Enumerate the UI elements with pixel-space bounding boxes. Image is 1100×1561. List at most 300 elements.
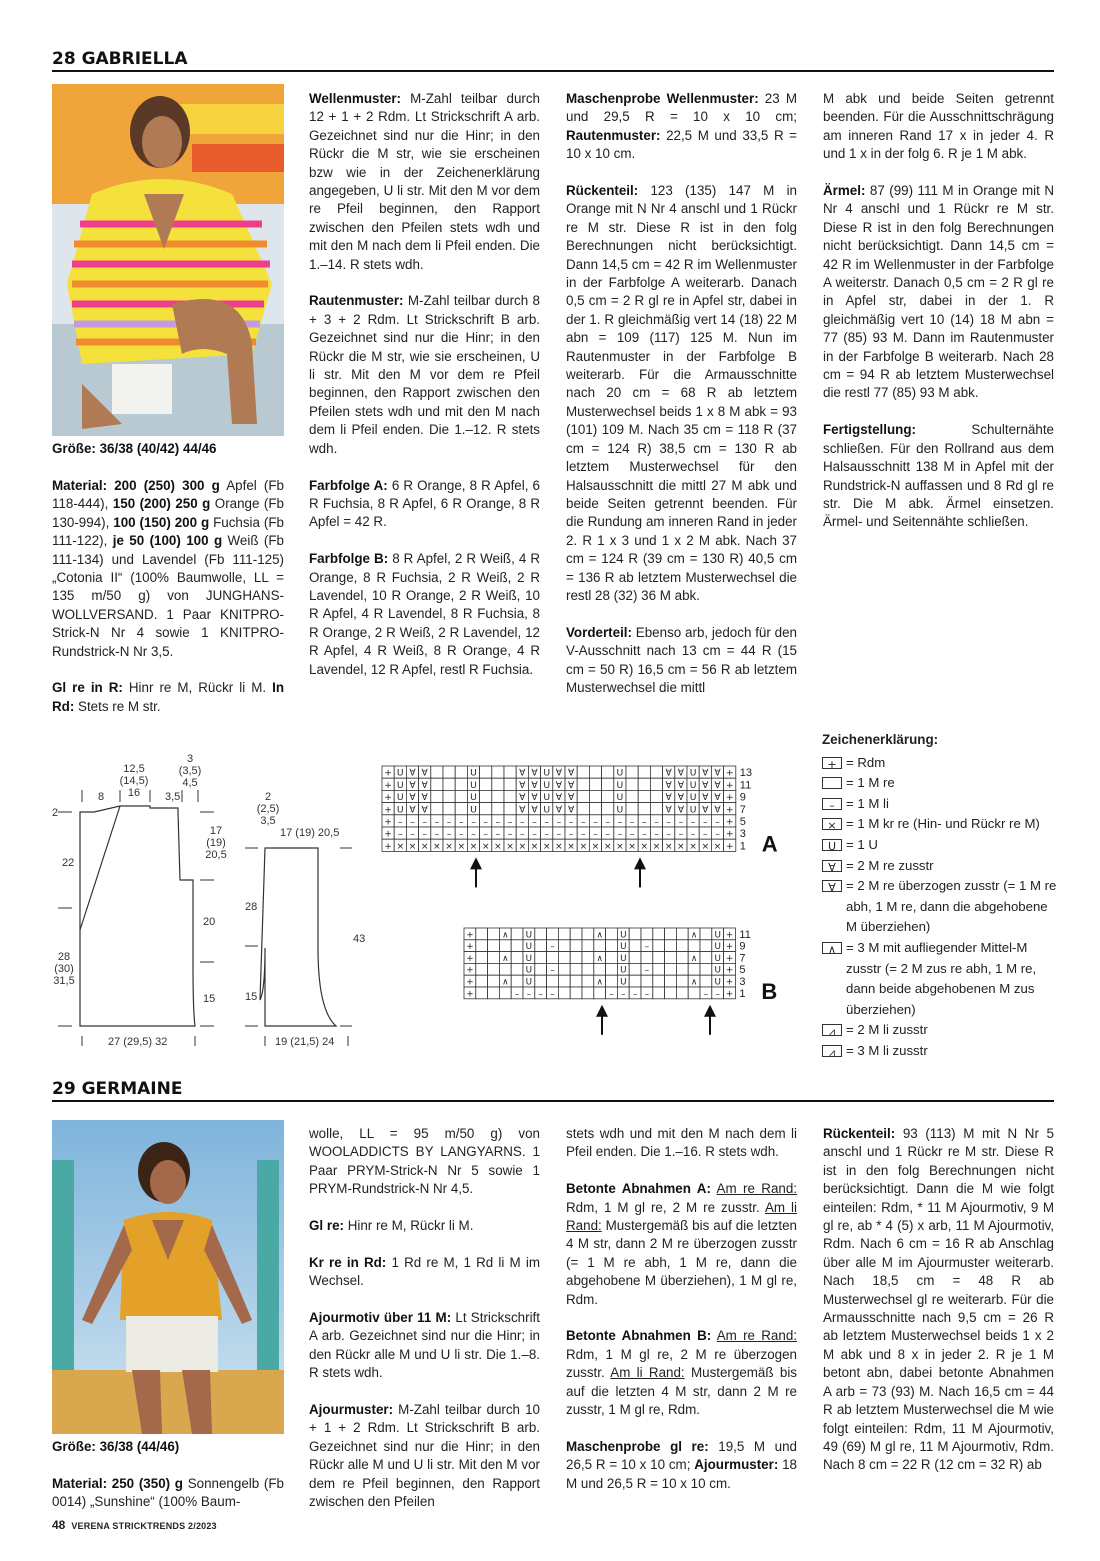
- chart-cell: [476, 940, 488, 952]
- chart-symbol: ∀: [421, 779, 428, 791]
- chart-symbol: U: [525, 977, 533, 988]
- legend-symbol-icon: +: [822, 757, 842, 769]
- body-text: Gl re: Hinr re M, Rückr li M.: [309, 1218, 474, 1234]
- model-photo-gabriella: [52, 84, 284, 436]
- chart-symbol: ∀: [531, 792, 538, 804]
- body-text: Ajourmuster:: [694, 1457, 779, 1473]
- chart-symbol: U: [620, 942, 627, 953]
- chart-symbol: –: [520, 828, 525, 840]
- chart-symbol: –: [690, 816, 696, 828]
- body-text: Ajourmuster:: [309, 1402, 394, 1418]
- chart-a: [378, 762, 808, 902]
- body-text: Farbfolge A:: [309, 477, 388, 493]
- chart-symbol: ∀: [665, 792, 672, 804]
- chart-symbol: +: [725, 804, 734, 816]
- chart-cell: [606, 952, 618, 964]
- chart-symbol: ×: [445, 840, 453, 852]
- legend-row: [822, 938, 1062, 1020]
- legend-text: = 1 M kr re (Hin- und Rückr re M): [846, 816, 1040, 832]
- chart-symbol: –: [532, 828, 537, 840]
- chart-cell: [582, 975, 594, 987]
- chart-symbol: ∀: [421, 767, 428, 779]
- chart-symbol: ×: [567, 840, 575, 852]
- body-text: Am li Rand:: [610, 1365, 685, 1381]
- chart-symbol: U: [470, 792, 477, 804]
- chart-cell: [582, 963, 594, 975]
- chart-row-number: 5: [739, 964, 746, 977]
- chart-cell: [629, 963, 641, 975]
- chart-cell: [589, 790, 601, 802]
- chart-cell: [650, 778, 662, 790]
- chart-cell: [558, 963, 570, 975]
- chart-symbol: –: [617, 828, 623, 840]
- chart-label: B: [761, 978, 778, 1004]
- chart-row-number: 1: [739, 840, 746, 853]
- chart-cell: [594, 963, 606, 975]
- body-text: Am re Rand:: [716, 1181, 798, 1197]
- chart-symbol: U: [714, 942, 721, 953]
- dim-shoulder-right: 3,5: [165, 791, 181, 803]
- chart-symbol: –: [550, 965, 555, 976]
- legend-text: = Rdm: [846, 754, 886, 770]
- chart-cell: [511, 928, 523, 940]
- chart-symbol: ×: [494, 840, 502, 852]
- body-text: Kr re in Rd:: [309, 1254, 387, 1270]
- legend-symbol-icon: ∀: [822, 880, 842, 892]
- chart-cell: [700, 963, 712, 975]
- body-text: stets wdh und mit den M nach dem li Pfeil enden. Die 1.–16. R stets wdh.: [566, 1126, 797, 1160]
- chart-cell: [455, 766, 467, 778]
- body-text: Farbfolge B:: [309, 551, 389, 567]
- chart-row-number: 11: [739, 928, 751, 941]
- chart-cell: [443, 766, 455, 778]
- chart-symbol: –: [459, 816, 464, 828]
- chart-cell: [570, 952, 582, 964]
- chart-symbol: –: [446, 828, 452, 840]
- chart-cell: [629, 952, 641, 964]
- chart-symbol: –: [471, 828, 476, 840]
- dim-neck-front: 2: [52, 807, 59, 819]
- legend-text: = 1 M li: [846, 795, 889, 811]
- chart-symbol: U: [396, 792, 404, 804]
- chart-cell: [480, 790, 492, 802]
- text-col-3-gabriella: [566, 90, 797, 716]
- chart-cell: [547, 928, 559, 940]
- chart-cell: [626, 803, 638, 815]
- chart-cell: [577, 803, 589, 815]
- body-text: Betonte Abnahmen A: Am re Rand: Rdm, 1 M gl re, 2 M re zusstr. Am li Rand: Mustergemäß bis auf die letzten 4 M str, dann 2 M re überzogen zusstr (= 1 M re abh, 1 M re, dann die abgehobene M überziehen), 1 M gl re, Rdm.: [566, 1181, 798, 1307]
- chart-symbol: U: [525, 953, 533, 964]
- chart-symbol: ∀: [409, 767, 416, 779]
- chart-row-number: 1: [739, 987, 746, 1000]
- chart-cell: [638, 790, 650, 802]
- chart-cell: [488, 975, 500, 987]
- chart-cell: [570, 928, 582, 940]
- chart-symbol: ∀: [567, 792, 575, 804]
- chart-symbol: U: [543, 779, 551, 791]
- body-text: Rückenteil:: [823, 1126, 896, 1141]
- dim-hem: 15: [203, 993, 216, 1005]
- chart-symbol: ×: [518, 840, 527, 852]
- chart-symbol: ∧: [690, 977, 698, 988]
- chart-symbol: U: [396, 779, 404, 791]
- body-text: M abk und beide Seiten getrennt beenden. Für die Ausschnittschrägung am inneren Rand 17 x in jeder 4. R und 1 x in der folg 6. R je 1 M abk.: [823, 91, 1054, 162]
- chart-symbol: –: [398, 816, 403, 828]
- chart-symbol: U: [620, 953, 627, 964]
- chart-symbol: ∧: [690, 930, 698, 941]
- chart-cell: [504, 790, 516, 802]
- body-text: Vorderteil:: [566, 624, 632, 640]
- chart-cell: [547, 952, 559, 964]
- chart-cell: [676, 940, 688, 952]
- body-text: Rückenteil: 123 (135) 147 M in Orange mit N Nr 4 anschl und 1 Rückr re M str. Diese R ist in den folg Berechnungen nicht berücksichtigt. Dann 14,5 cm = 42 R im Wellenmuster in der Farbfolge A weiterarb. Danach 0,5 cm = 2 R gl re in Apfel str, dabei in der 1. R gleichmäßig vert 14 (18) 22 M abn = 109 (117) 125 M. Nun im Rautenmuster in der Farbfolge B weiterarb. Für die Armausschnitte nach 20 cm = 68 R ab letztem Musterwechsel beids 1 x 8 M abk = 93 (101) 109 M. Nach 35 cm = 118 R (37 cm = 124 R) 38,5 cm = 130 R ab letztem Musterwechsel für den Halsausschnitt die mittl 27 M abk und beide Seiten getrennt beenden. Für die Rundung am inneren Rand in jeder 2. R 1 x 3 und 1 x 2 M abk. Nach 37 cm = 124 R (39 cm = 130 R) 40,5 cm = 136 R ab letztem Musterwechsel die restl 28 (32) 36 M abk.: [566, 183, 797, 603]
- chart-symbol: +: [384, 828, 392, 840]
- chart-symbol: U: [525, 965, 533, 976]
- chart-symbol: –: [434, 828, 440, 840]
- chart-symbol: ×: [433, 840, 441, 852]
- chart-cell: [511, 963, 523, 975]
- dim-top-width: 12,5 (14,5) 16: [119, 763, 149, 799]
- chart-cell: [606, 963, 618, 975]
- page-number: 48: [52, 1518, 66, 1532]
- chart-cell: [626, 778, 638, 790]
- chart-symbol: –: [550, 989, 555, 1000]
- chart-symbol: –: [483, 828, 488, 840]
- chart-symbol: ∀: [555, 804, 563, 816]
- chart-symbol: ×: [689, 840, 697, 852]
- chart-symbol: +: [725, 840, 734, 852]
- chart-symbol: –: [703, 828, 708, 840]
- chart-symbol: –: [703, 989, 709, 1000]
- chart-cell: [570, 975, 582, 987]
- chart-cell: [650, 790, 662, 802]
- body-text: Maschenprobe gl re: 19,5 M und 26,5 R = 10 x 10 cm; Ajourmuster: 18 M und 26,5 R = 10 x 10 cm.: [566, 1438, 797, 1491]
- chart-symbol: +: [725, 989, 734, 1000]
- body-text: Rückenteil: 93 (113) M mit N Nr 5 anschl und 1 Rückr re M str. Diese R ist in den folg Berechnungen nicht berücksichtigt. Dann die M wie folgt einteilen: Rdm, * 11 M Ajourmotiv, 9 M gl re, ab * 4 (5) x arb, 11 M Ajourmotiv, Rdm. Nach 6 cm = 16 R ab Anschlag über alle M im Ajourmuster weiterarb. Nach 18,5 cm = 48 R ab Musterwechsel gl re weiterarb. Für die Armausschnitte nach 9,5 cm = 26 R ab letztem Musterwechsel beids 1 x 2 M abk und 8 x in jeder 2. R je 1 M betont abn, dabei betonte Abnahmen A arb = 73 (93) M. Nach 16,5 cm = 44 R ab letztem Musterwechsel die M wie folgt einteilen: Rdm, 11 M Ajourmotiv, 49 (69) M gl re, 11 M Ajourmotiv, Rdm. Nach 8 cm = 22 R (12 cm = 32 R) ab: [823, 1126, 1054, 1473]
- body-text: Ärmel:: [823, 183, 866, 199]
- legend-text: = 1 M re: [846, 775, 895, 791]
- legend-text: = 3 M li zusstr: [846, 1042, 928, 1058]
- chart-cell: [629, 940, 641, 952]
- chart-symbol: –: [556, 828, 562, 840]
- legend-text: = 2 M li zusstr: [846, 1022, 928, 1038]
- chart-symbol: –: [568, 828, 574, 840]
- chart-symbol: U: [689, 767, 697, 779]
- chart-cell: [558, 928, 570, 940]
- chart-row-number: 3: [739, 976, 746, 988]
- chart-cell: [676, 975, 688, 987]
- dim-body-length: 28 (30) 31,5: [53, 951, 75, 987]
- chart-row-number: 7: [739, 803, 746, 816]
- chart-symbol: +: [466, 953, 474, 964]
- chart-cell: [665, 975, 677, 987]
- chart-cell: [488, 952, 500, 964]
- legend: [822, 730, 1062, 1062]
- chart-cell: [570, 987, 582, 999]
- chart-symbol: ∀: [714, 767, 721, 779]
- chart-symbol: +: [466, 930, 474, 941]
- chart-symbol: U: [543, 804, 551, 816]
- chart-symbol: –: [593, 828, 598, 840]
- dim-body-width: 27 (29,5) 32: [108, 1036, 168, 1048]
- body-text: Rückenteil:: [566, 183, 639, 199]
- chart-symbol: U: [525, 942, 533, 953]
- chart-symbol: –: [715, 828, 720, 840]
- chart-symbol: ∀: [519, 804, 526, 816]
- chart-symbol: –: [410, 816, 415, 828]
- chart-symbol: ×: [652, 840, 661, 852]
- chart-symbol: –: [605, 828, 610, 840]
- chart-symbol: –: [556, 816, 562, 828]
- chart-cell: [443, 790, 455, 802]
- chart-symbol: U: [616, 804, 624, 816]
- chart-symbol: +: [725, 828, 734, 840]
- chart-symbol: ∀: [531, 804, 538, 816]
- section-title-gabriella: 28 GABRIELLA: [52, 49, 1054, 72]
- chart-cell: [535, 952, 547, 964]
- chart-cell: [488, 987, 500, 999]
- chart-symbol: –: [654, 816, 659, 828]
- chart-symbol: U: [714, 977, 721, 988]
- legend-symbol-icon: U: [822, 839, 842, 851]
- chart-symbol: –: [581, 816, 586, 828]
- legend-row: [822, 814, 1062, 835]
- chart-cell: [676, 952, 688, 964]
- chart-symbol: –: [459, 828, 464, 840]
- body-text: Fertigstellung: Schulternähte schließen. Für den Rollrand aus dem Halsausschnitt 138 M in Apfel mit der Rundstrick-N auffassen und 8 Rd gl re str. Die M abk. Ärmel einsetzen. Ärmel- und Seitennähte schließen.: [823, 422, 1054, 530]
- body-text: wolle, LL = 95 m/50 g) von WOOLADDICTS BY LANGYARNS. 1 Paar PRYM-Strick-N Nr 5 sowie 1 PRYM-Rundstrick-N Nr 4,5.: [309, 1126, 540, 1197]
- chart-cell: [641, 952, 653, 964]
- chart-symbol: U: [714, 965, 721, 976]
- chart-symbol: –: [632, 989, 638, 1000]
- chart-cell: [653, 987, 665, 999]
- chart-symbol: –: [532, 816, 537, 828]
- chart-symbol: +: [384, 840, 392, 852]
- chart-symbol: ∀: [421, 792, 428, 804]
- chart-symbol: –: [398, 828, 403, 840]
- legend-row: [822, 794, 1062, 815]
- dim-sleeve-total: 43: [353, 933, 366, 945]
- chart-symbol: ∀: [677, 779, 685, 791]
- chart-symbol: ∀: [555, 767, 563, 779]
- chart-symbol: ×: [713, 840, 722, 852]
- chart-cell: [602, 790, 614, 802]
- chart-cell: [577, 766, 589, 778]
- chart-cell: [582, 987, 594, 999]
- body-text: Maschenprobe gl re:: [566, 1438, 709, 1454]
- chart-symbol: U: [396, 804, 404, 816]
- chart-cell: [511, 975, 523, 987]
- chart-cell: [700, 975, 712, 987]
- section-title-germaine: 29 GERMAINE: [52, 1079, 1054, 1102]
- chart-cell: [629, 928, 641, 940]
- legend-row: [822, 835, 1062, 856]
- chart-symbol: –: [654, 828, 659, 840]
- chart-symbol: –: [507, 828, 513, 840]
- body-text: 100 (150) 200 g: [113, 514, 210, 530]
- chart-symbol: ∀: [702, 779, 709, 791]
- body-text: Betonte Abnahmen B:: [566, 1328, 712, 1344]
- chart-cell: [558, 987, 570, 999]
- chart-cell: [602, 766, 614, 778]
- chart-symbol: U: [543, 792, 551, 804]
- dim-sleeve-cap: 2 (2,5) 3,5: [256, 791, 280, 827]
- chart-cell: [455, 778, 467, 790]
- chart-cell: [665, 963, 677, 975]
- chart-cell: [480, 803, 492, 815]
- body-text: Ajourmuster: M-Zahl teilbar durch 10 + 1 + 2 Rdm. Lt Strickschrift B arb. Gezeichnet sind nur die Hinr; in den Rückr alle M und U li str. Mit den M vor dem re Pfeil beginnen, den Rapport zwischen den Pfeilen: [309, 1402, 540, 1510]
- chart-cell: [443, 778, 455, 790]
- chart-cell: [700, 952, 712, 964]
- chart-cell: [650, 803, 662, 815]
- chart-label: A: [761, 831, 778, 857]
- chart-symbol: –: [593, 816, 598, 828]
- body-text: Betonte Abnahmen A:: [566, 1181, 711, 1197]
- chart-cell: [504, 766, 516, 778]
- chart-symbol: –: [507, 816, 513, 828]
- chart-symbol: ×: [420, 840, 429, 852]
- chart-symbol: ×: [396, 840, 405, 852]
- dim-shoulder-top: 3 (3,5) 4,5: [178, 753, 202, 789]
- chart-symbol: U: [616, 767, 624, 779]
- chart-cell: [492, 790, 504, 802]
- chart-row-number: 9: [739, 940, 746, 953]
- chart-symbol: –: [471, 816, 476, 828]
- chart-arrow-head: [596, 1005, 608, 1017]
- chart-symbol: ∀: [519, 792, 526, 804]
- body-text: Kr re in Rd: 1 Rd re M, 1 Rd li M im Wechsel.: [309, 1254, 540, 1289]
- chart-cell: [653, 940, 665, 952]
- chart-symbol: –: [544, 828, 549, 840]
- body-text: Rautenmuster: M-Zahl teilbar durch 8 + 3 + 2 Rdm. Lt Strickschrift B arb. Gezeichnet sind nur die Hinr; in den Rückr die M str, wie sie erscheinen, U li str. Mit den M vor dem re Pfeil beginnen, den Rapport zwischen den Pfeilen stets wdh und mit den M nach dem li Pfeil enden. Die 1.–12. R stets wdh.: [309, 293, 540, 456]
- chart-cell: [511, 940, 523, 952]
- chart-symbol: ∧: [502, 977, 509, 988]
- chart-symbol: U: [470, 767, 477, 779]
- chart-symbol: –: [550, 942, 555, 953]
- chart-cell: [476, 952, 488, 964]
- chart-symbol: –: [644, 989, 650, 1000]
- chart-symbol: –: [644, 965, 650, 976]
- body-text: Material: 200 (250) 300 g Apfel (Fb 118-444), 150 (200) 250 g Orange (Fb 130-994), 100 (150) 200 g Fuchsia (Fb 111-122), je 50 (100) 100 g Weiß (Fb 111-134) und Lavendel (Fb 111-125) „Cotonia II“ (100% Baumwolle, LL = 135 m/50 g) von JUNGHANS-WOLLVERSAND. 1 Paar KNITPRO-Strick-N Nr 4 sowie 1 KNITPRO-Rundstrick-N Nr 3,5.: [52, 478, 285, 659]
- chart-cell: [700, 928, 712, 940]
- chart-cell: [577, 778, 589, 790]
- chart-cell: [455, 790, 467, 802]
- chart-symbol: ∀: [714, 779, 721, 791]
- chart-symbol: ×: [457, 840, 466, 852]
- body-text: Maschenprobe Wellenmuster: 23 M und 29,5 R = 10 x 10 cm; Rautenmuster: 22,5 M und 33,5 R = 10 x 10 cm.: [566, 91, 797, 162]
- chart-cell: [558, 940, 570, 952]
- chart-cell: [594, 987, 606, 999]
- dim-side: 20: [203, 916, 216, 928]
- body-text: Gl re:: [309, 1218, 344, 1234]
- chart-symbol: ×: [530, 840, 539, 852]
- body-text: Rautenmuster:: [566, 127, 661, 143]
- chart-cell: [606, 928, 618, 940]
- chart-symbol: +: [384, 779, 392, 791]
- chart-cell: [582, 952, 594, 964]
- chart-cell: [499, 940, 511, 952]
- schematic-svg: [50, 750, 370, 1050]
- chart-symbol: ∧: [502, 930, 509, 941]
- chart-symbol: +: [384, 816, 392, 828]
- chart-symbol: ∧: [596, 953, 603, 964]
- chart-symbol: +: [466, 977, 474, 988]
- chart-row-number: 13: [739, 767, 753, 780]
- legend-symbol-icon: ⩘: [822, 1024, 842, 1036]
- chart-symbol: –: [520, 816, 525, 828]
- size-text-germaine: Größe: 36/38 (44/46): [52, 1439, 180, 1454]
- chart-cell: [589, 766, 601, 778]
- chart-cell: [665, 940, 677, 952]
- chart-symbol: ∀: [531, 779, 538, 791]
- chart-symbol: –: [678, 828, 684, 840]
- chart-symbol: ×: [542, 840, 551, 852]
- text-col-1-gabriella: [52, 477, 284, 735]
- chart-symbol: ∀: [519, 767, 526, 779]
- chart-symbol: +: [384, 792, 392, 804]
- chart-symbol: U: [689, 804, 697, 816]
- legend-symbol-icon: ⩘: [822, 1045, 842, 1057]
- chart-cell: [476, 975, 488, 987]
- chart-symbol: ×: [701, 840, 710, 852]
- chart-cell: [638, 766, 650, 778]
- chart-cell: [606, 940, 618, 952]
- chart-symbol: ∀: [531, 767, 538, 779]
- chart-symbol: U: [616, 779, 624, 791]
- chart-row-number: 11: [739, 779, 752, 792]
- chart-cell: [665, 928, 677, 940]
- chart-symbol: ∀: [677, 804, 685, 816]
- chart-symbol: U: [689, 792, 697, 804]
- chart-symbol: +: [725, 942, 734, 953]
- chart-cell: [688, 963, 700, 975]
- chart-cell: [535, 928, 547, 940]
- text-col-1-germaine: [52, 1475, 284, 1512]
- chart-cell: [653, 963, 665, 975]
- chart-symbol: ∀: [665, 767, 672, 779]
- chart-symbol: ∀: [567, 804, 575, 816]
- photo-gabriella-art: [52, 84, 284, 436]
- dim-shoulder-left: 8: [98, 791, 105, 803]
- chart-cell: [488, 940, 500, 952]
- dim-v-depth: 22: [62, 857, 75, 869]
- body-text: Farbfolge B: 8 R Apfel, 2 R Weiß, 4 R Orange, 8 R Fuchsia, 2 R Weiß, 2 R Lavendel, 10 R Orange, 2 R Weiß, 10 R Apfel, 4 R Lavendel, 8 R Fuchsia, 8 R Orange, 2 R Weiß, 2 R Lavendel, 12 R Apfel, 4 R Weiß, 8 R Orange, 4 R Lavendel, 12 R Apfel, restl R Fuchsia.: [309, 551, 540, 677]
- chart-cell: [676, 963, 688, 975]
- chart-symbol: ∀: [567, 767, 575, 779]
- chart-symbol: ∀: [665, 804, 672, 816]
- legend-row: [822, 753, 1062, 774]
- chart-arrow-head: [704, 1005, 716, 1017]
- chart-cell: [650, 766, 662, 778]
- body-text: 150 (200) 250 g: [112, 496, 211, 512]
- chart-symbol: ∧: [596, 977, 603, 988]
- chart-cell: [488, 963, 500, 975]
- chart-symbol: U: [470, 804, 477, 816]
- body-text: Material: 250 (350) g Sonnengelb (Fb 0014) „Sunshine“ (100% Baum-: [52, 1476, 284, 1510]
- chart-symbol: –: [629, 828, 635, 840]
- chart-cell: [641, 975, 653, 987]
- chart-cell: [638, 778, 650, 790]
- legend-symbol-icon: –: [822, 798, 842, 810]
- chart-cell: [602, 778, 614, 790]
- body-text: Betonte Abnahmen B: Am re Rand: Rdm, 1 M gl re, 2 M re überzogen zusstr. Am li Rand: Mustergemäß bis auf die letzten 4 M str, dann 2 M re zusstr, 1 M gl re, Rdm.: [566, 1328, 797, 1418]
- chart-symbol: –: [410, 828, 415, 840]
- chart-symbol: –: [644, 942, 650, 953]
- text-col-3-germaine: [566, 1125, 797, 1511]
- legend-symbol-icon: ∀: [822, 860, 842, 872]
- chart-cell: [476, 963, 488, 975]
- body-text: Rautenmuster:: [309, 293, 404, 309]
